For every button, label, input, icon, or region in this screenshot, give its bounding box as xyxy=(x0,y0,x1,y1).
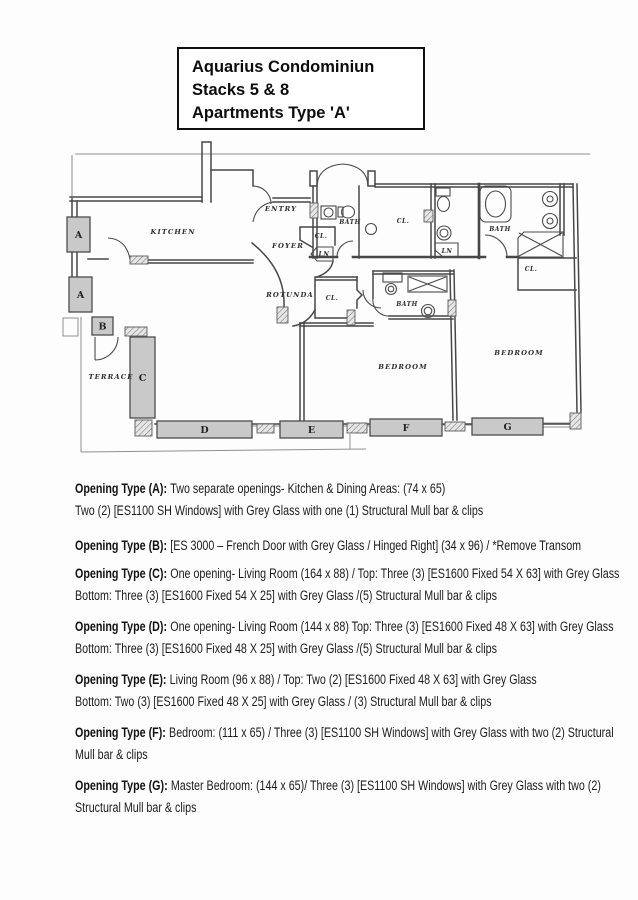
opening-paragraph-d: Opening Type (D): One opening- Living Room (144 x 88) Top: Three (3) [ES1600 Fixed 48 X 63] with Grey Glass Bottom: Three (3) [ES1600 Fixed 48 X 25] with Grey Glass /(5) Structural Mull bar & clips xyxy=(75,619,614,656)
marker-letter: F xyxy=(402,423,410,434)
rotunda-label: ROTUNDA xyxy=(266,291,314,299)
hall-closet-label: CL. xyxy=(396,218,410,225)
opening-paragraph-c: Opening Type (C): One opening- Living Room (164 x 88) / Top: Three (3) [ES1600 Fixed 54 X 63] with Grey Glass Bottom: Three (3) [ES1600 Fixed 54 X 25] with Grey Glass /(5) Structural Mull bar & clips xyxy=(75,566,620,603)
opening-label-e: Opening Type (E): xyxy=(75,672,167,687)
opening-marker-a1 xyxy=(67,217,90,252)
marker-letter: D xyxy=(200,425,209,436)
bedroom-bath-label: BATH xyxy=(396,301,418,308)
opening-label-d: Opening Type (D): xyxy=(75,619,168,634)
page-title-line2: Stacks 5 & 8 xyxy=(192,80,290,99)
page-title-line3: Apartments Type 'A' xyxy=(192,103,350,122)
page-title-line1: Aquarius Condominiun xyxy=(192,57,375,76)
hall-bath2-fixtures xyxy=(436,188,451,240)
bedroom-bath-fixtures xyxy=(383,273,447,318)
opening-specs xyxy=(75,478,620,828)
french-door-arc xyxy=(95,337,118,360)
master-bedroom-label: BEDROOM xyxy=(494,349,544,357)
opening-label-f: Opening Type (F): xyxy=(75,725,166,740)
kitchen-label: KITCHEN xyxy=(150,228,196,236)
opening-marker-g xyxy=(472,418,543,435)
foyer-closet-label: CL. xyxy=(314,233,328,240)
master-closet-label: CL. xyxy=(524,266,538,273)
title-box xyxy=(177,47,425,130)
room-labels xyxy=(88,205,543,381)
marker-letter: A xyxy=(74,230,83,241)
hatched-wall-segments xyxy=(125,203,581,436)
marker-letter: A xyxy=(76,290,85,301)
terrace-label: TERRACE xyxy=(88,373,134,381)
hall-bath-label: BATH xyxy=(339,219,361,226)
foyer-label: FOYER xyxy=(272,242,304,250)
opening-marker-a2 xyxy=(69,277,92,312)
opening-label-b: Opening Type (B): xyxy=(75,538,168,553)
opening-label-g: Opening Type (G): xyxy=(75,778,168,793)
opening-marker-e xyxy=(280,421,343,438)
marker-letter: B xyxy=(98,321,107,333)
hall-linen-label: LN xyxy=(441,248,453,255)
opening-label-a: Opening Type (A): xyxy=(75,481,168,496)
opening-label-c: Opening Type (C): xyxy=(75,566,168,581)
floor-plan-drawing xyxy=(55,140,600,470)
opening-marker-c xyxy=(130,337,155,418)
opening-paragraph-e: Opening Type (E): Living Room (96 x 88) / Top: Two (2) [ES1600 Fixed 48 X 63] with Grey Glass Bottom: Two (3) [ES1600 Fixed 48 X 25] with Grey Glass / (3) Structural Mull bar & clips xyxy=(75,672,537,709)
master-bath-fixtures xyxy=(480,186,563,257)
opening-marker-b xyxy=(92,317,113,335)
marker-letter: G xyxy=(503,422,512,433)
rotunda-closet-label: CL. xyxy=(325,295,339,302)
opening-marker-f xyxy=(370,419,442,436)
foyer-linen-label: LN xyxy=(318,251,330,258)
opening-marker-d xyxy=(157,421,252,438)
entry-label: ENTRY xyxy=(264,205,298,213)
marker-letter: C xyxy=(138,373,147,384)
master-bath-label: BATH xyxy=(489,226,511,233)
marker-letter: E xyxy=(307,425,316,436)
bedroom-label: BEDROOM xyxy=(378,363,428,371)
opening-paragraph-a: Opening Type (A): Two separate openings- Kitchen & Dining Areas: (74 x 65) Two (2) [ES1100 SH Windows] with Grey Glass with one (1) Structural Mull bar & clips xyxy=(75,481,484,518)
opening-paragraph-f: Opening Type (F): Bedroom: (111 x 65) / Three (3) [ES1100 SH Windows] with Grey Glass with two (2) Structural Mull bar & clips xyxy=(75,725,614,762)
opening-paragraph-g: Opening Type (G): Master Bedroom: (144 x 65)/ Three (3) [ES1100 SH Windows] with Grey Glass with two (2) Structural Mull bar & clips xyxy=(75,778,601,815)
opening-paragraph-b: Opening Type (B): [ES 3000 – French Door with Grey Glass / Hinged Right] (34 x 96) / *Remove Transom xyxy=(75,538,582,553)
